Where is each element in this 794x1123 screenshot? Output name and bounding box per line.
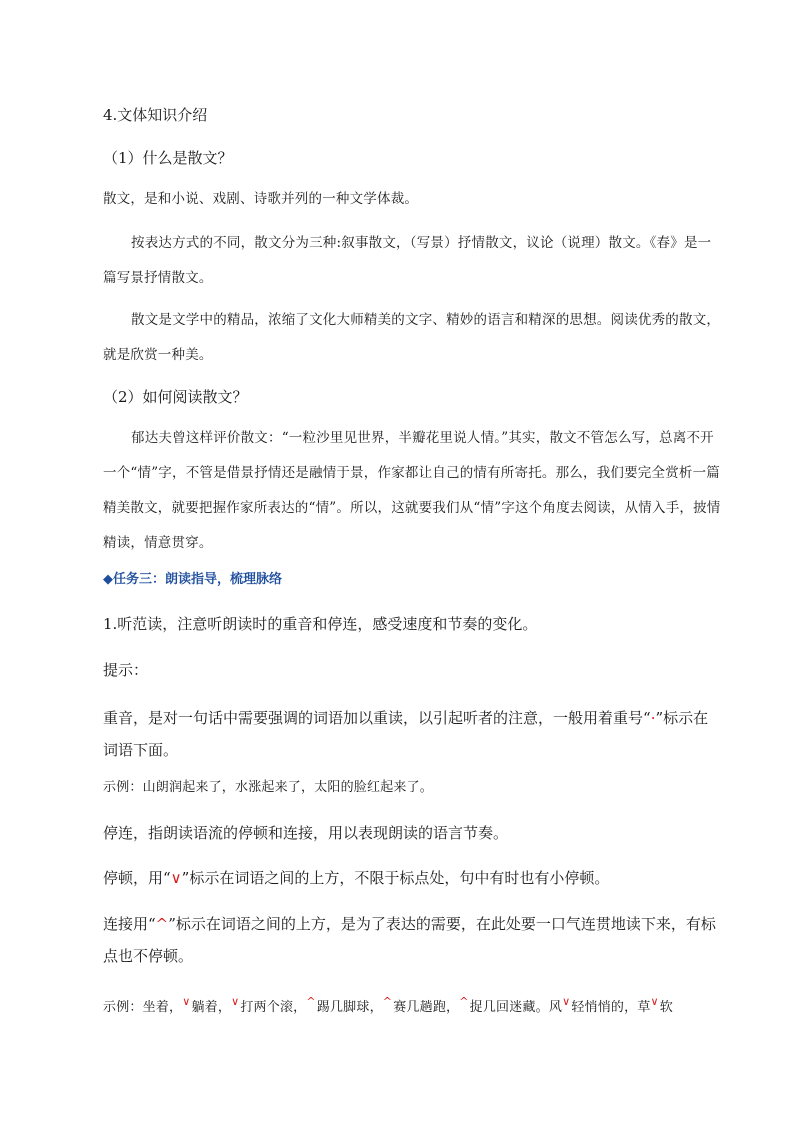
- link-mark: ^: [155, 915, 169, 933]
- example: 示例：山朗润起来了，水涨起来了，太阳的脸红起来了。: [103, 780, 434, 795]
- list-item: 1.听范读，注意听朗读时的重音和停连，感受速度和节奏的变化。: [103, 615, 538, 633]
- stress-dot-mark: ·: [650, 709, 656, 727]
- text-span: 停顿，用“: [103, 869, 171, 887]
- task-heading: ◆任务三：朗读指导，梳理脉络: [103, 572, 282, 587]
- example: [103, 990, 723, 1025]
- question-heading: （1）什么是散文？: [103, 149, 233, 167]
- text-span: ”标示在词语之间的上方，不限于标点处，句中有时也有小停顿。: [181, 869, 610, 887]
- text-span: 软: [659, 1000, 673, 1015]
- text-span: 轻悄悄的，草: [571, 1000, 651, 1015]
- text-span: ”标示在词语之间的上方，是为了表达的需要，在此处要一口气连贯地读下来，有标点也不停顿。: [103, 915, 716, 965]
- paragraph: 郁达夫曾这样评价散文：“一粒沙里见世界，半瓣花里说人情。”其实，散文不管怎么写，总离不开一个“情”字，不管是借景抒情还是融情于景，作家都让自己的情有所寄托。那么，我们要完全赏析一篇精美散文，就要把握作家所表达的“情”。所以，这就要我们从“情”字这个角度去阅读，从情入手，披情精读，情意贯穿。: [103, 430, 721, 551]
- text-span: 重音，是对一句话中需要强调的词语加以重读，以引起听者的注意，一般用着重号“: [103, 709, 651, 727]
- link-mark: ^: [459, 995, 469, 1008]
- pause-mark: ∨: [231, 995, 240, 1008]
- section-heading: 4.文体知识介绍: [103, 106, 208, 124]
- text-span: 连接用“: [103, 915, 156, 933]
- text-span: 打两个滚，: [240, 1000, 307, 1015]
- link-mark: ^: [382, 995, 393, 1008]
- paragraph: [103, 908, 723, 972]
- paragraph: 散文，是和小说、戏剧、诗歌并列的一种文学体裁。: [103, 191, 419, 207]
- question-heading: （2）如何阅读散文？: [103, 388, 248, 406]
- paragraph: 散文是文学中的精品，浓缩了文化大师精美的文字、精妙的语言和精深的思想。阅读优秀的散文，就是欣赏一种美。: [103, 312, 721, 363]
- text-span: 躺着，: [191, 1000, 232, 1015]
- text-span: ”标示在词语下面。: [103, 709, 709, 759]
- hint-label: 提示：: [103, 661, 149, 679]
- paragraph: 按表达方式的不同，散文分为三种:叙事散文，（写景）抒情散文，议论（说理）散文。《春》是一篇写景抒情散文。: [103, 235, 712, 286]
- pause-mark: ∨: [170, 869, 182, 887]
- pause-mark: ∨: [650, 995, 659, 1008]
- paragraph: [103, 702, 723, 766]
- text-span: 踢几脚球，: [316, 1000, 383, 1015]
- text-span: 示例：坐着，: [103, 1000, 183, 1015]
- pause-mark: ∨: [182, 995, 191, 1008]
- link-mark: ^: [306, 995, 316, 1008]
- text-span: 捉几回迷藏。风: [469, 1000, 563, 1015]
- pause-mark: ∨: [562, 995, 571, 1008]
- paragraph: 停连，指朗读语流的停顿和连接，用以表现朗读的语言节奏。: [103, 824, 509, 842]
- text-span: 赛几趟跑，: [393, 1000, 460, 1015]
- paragraph: [103, 862, 723, 894]
